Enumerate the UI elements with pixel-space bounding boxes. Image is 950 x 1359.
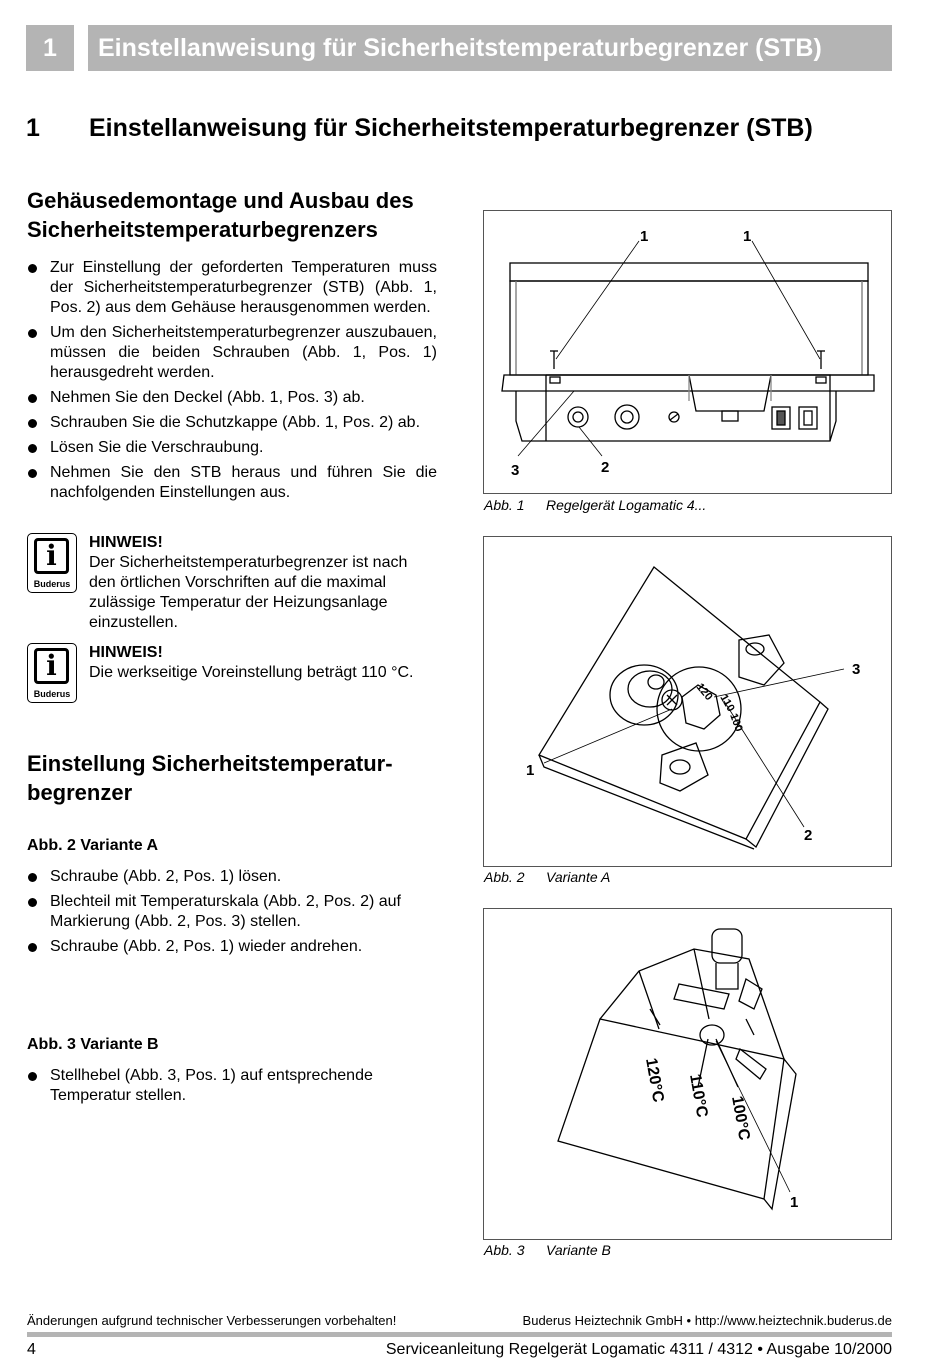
- mounting-lug-top: [739, 635, 784, 685]
- mounting-lug-bottom: [660, 743, 708, 791]
- scale-label: 120: [693, 681, 715, 703]
- callout-1: 1: [526, 762, 535, 779]
- callout-3: 3: [852, 661, 861, 678]
- figure-3: [483, 908, 892, 1240]
- scale-label: 100°C: [728, 1094, 753, 1142]
- housing-face: [558, 1019, 784, 1199]
- page-number: 4: [27, 1341, 36, 1358]
- variant-a-heading: Abb. 2 Variante A: [27, 837, 158, 854]
- info-icon: i Buderus: [27, 643, 77, 703]
- section2-heading: Einstellung Sicherheitstemperatur- begrenzer: [27, 751, 393, 805]
- stb-variant-a-drawing: [484, 537, 891, 866]
- chapter-title-bar: Einstellanweisung für Sicherheitstemperaturbegrenzer (STB): [88, 25, 892, 71]
- list-item: Nehmen Sie den STB heraus und führen Sie die nachfolgenden Einstellungen aus.: [27, 463, 437, 503]
- figure-2: [483, 536, 892, 867]
- scale-label: 120°C: [642, 1056, 667, 1104]
- footer-disclaimer: Änderungen aufgrund technischer Verbesserungen vorbehalten!: [27, 1313, 397, 1328]
- controller-housing-drawing: [484, 211, 891, 493]
- housing-top-face: [539, 567, 820, 839]
- note-text: Der Sicherheitstemperaturbegrenzer ist nach den örtlichen Vorschriften auf die maximal zulässige Temperatur der Heizungsanlage einzustellen.: [89, 554, 408, 631]
- figure-3-caption: Abb. 3 Variante B: [484, 1242, 611, 1258]
- list-item: Lösen Sie die Verschraubung.: [27, 438, 437, 458]
- scale-label: 110: [717, 692, 737, 714]
- note-text: Die werkseitige Voreinstellung beträgt 110 °C.: [89, 664, 414, 681]
- figure-1: [483, 210, 892, 494]
- section1-heading: Gehäusedemontage und Ausbau des Sicherheitstemperaturbegrenzers: [27, 188, 414, 242]
- scale-label: 100: [727, 711, 745, 734]
- chapter-number-badge: 1: [26, 25, 74, 71]
- note-label: HINWEIS!: [89, 534, 163, 551]
- section-number: 1: [26, 114, 40, 142]
- dial: [615, 405, 639, 429]
- callout-line: [544, 709, 672, 763]
- lever-pivot: [700, 1025, 724, 1045]
- page-title: Einstellanweisung für Sicherheitstemperaturbegrenzer (STB): [89, 114, 813, 142]
- list-item: Schraube (Abb. 2, Pos. 1) wieder andrehen.: [27, 937, 427, 957]
- callout-line: [716, 1041, 790, 1192]
- housing-body: [510, 281, 868, 375]
- variant-a-bullet-list: [27, 867, 427, 962]
- footer-divider: [27, 1332, 892, 1337]
- footer-company: Buderus Heiztechnik GmbH • http://www.heiztechnik.buderus.de: [522, 1313, 892, 1328]
- callout-line: [714, 669, 844, 697]
- info-icon: i Buderus: [27, 533, 77, 593]
- list-item: Blechteil mit Temperaturskala (Abb. 2, Pos. 2) auf Markierung (Abb. 2, Pos. 3) stellen.: [27, 892, 427, 932]
- note-box: [27, 533, 437, 633]
- list-item: Um den Sicherheitstemperaturbegrenzer auszubauen, müssen die beiden Schrauben (Abb. 1, Pos. 1) herausgedreht werden.: [27, 323, 437, 383]
- list-item: Stellhebel (Abb. 3, Pos. 1) auf entsprechende Temperatur stellen.: [27, 1066, 432, 1106]
- housing-top-edge: [510, 263, 868, 281]
- callout-1: 1: [790, 1194, 799, 1211]
- callout-1-right: 1: [743, 228, 752, 245]
- figure-2-caption: Abb. 2 Variante A: [484, 869, 611, 885]
- callout-line: [556, 241, 639, 359]
- scale-label: 110°C: [686, 1072, 711, 1119]
- callout-2: 2: [804, 827, 813, 844]
- stb-cap: [568, 407, 588, 427]
- note-box: [27, 643, 437, 699]
- callout-3: 3: [511, 462, 520, 479]
- callout-2: 2: [601, 459, 610, 476]
- stb-variant-b-drawing: [484, 909, 891, 1239]
- push-button: [712, 929, 742, 963]
- callout-line: [724, 701, 804, 827]
- section1-bullet-list: [27, 258, 437, 508]
- footer-document-title: Serviceanleitung Regelgerät Logamatic 4311 / 4312 • Ausgabe 10/2000: [385, 1341, 892, 1358]
- callout-1-left: 1: [640, 228, 649, 245]
- note-label: HINWEIS!: [89, 644, 163, 661]
- list-item: Schraube (Abb. 2, Pos. 1) lösen.: [27, 867, 427, 887]
- figure-1-caption: Abb. 1 Regelgerät Logamatic 4...: [484, 497, 707, 513]
- list-item: Zur Einstellung der geforderten Temperaturen muss der Sicherheitstemperaturbegrenzer (STB) (Abb. 1, Pos. 2) aus dem Gehäuse herausgenommen werden.: [27, 258, 437, 318]
- list-item: Nehmen Sie den Deckel (Abb. 1, Pos. 3) ab.: [27, 388, 437, 408]
- variant-b-heading: Abb. 3 Variante B: [27, 1036, 159, 1053]
- list-item: Schrauben Sie die Schutzkappe (Abb. 1, Pos. 2) ab.: [27, 413, 437, 433]
- callout-line: [752, 241, 820, 359]
- variant-b-bullet-list: [27, 1066, 432, 1111]
